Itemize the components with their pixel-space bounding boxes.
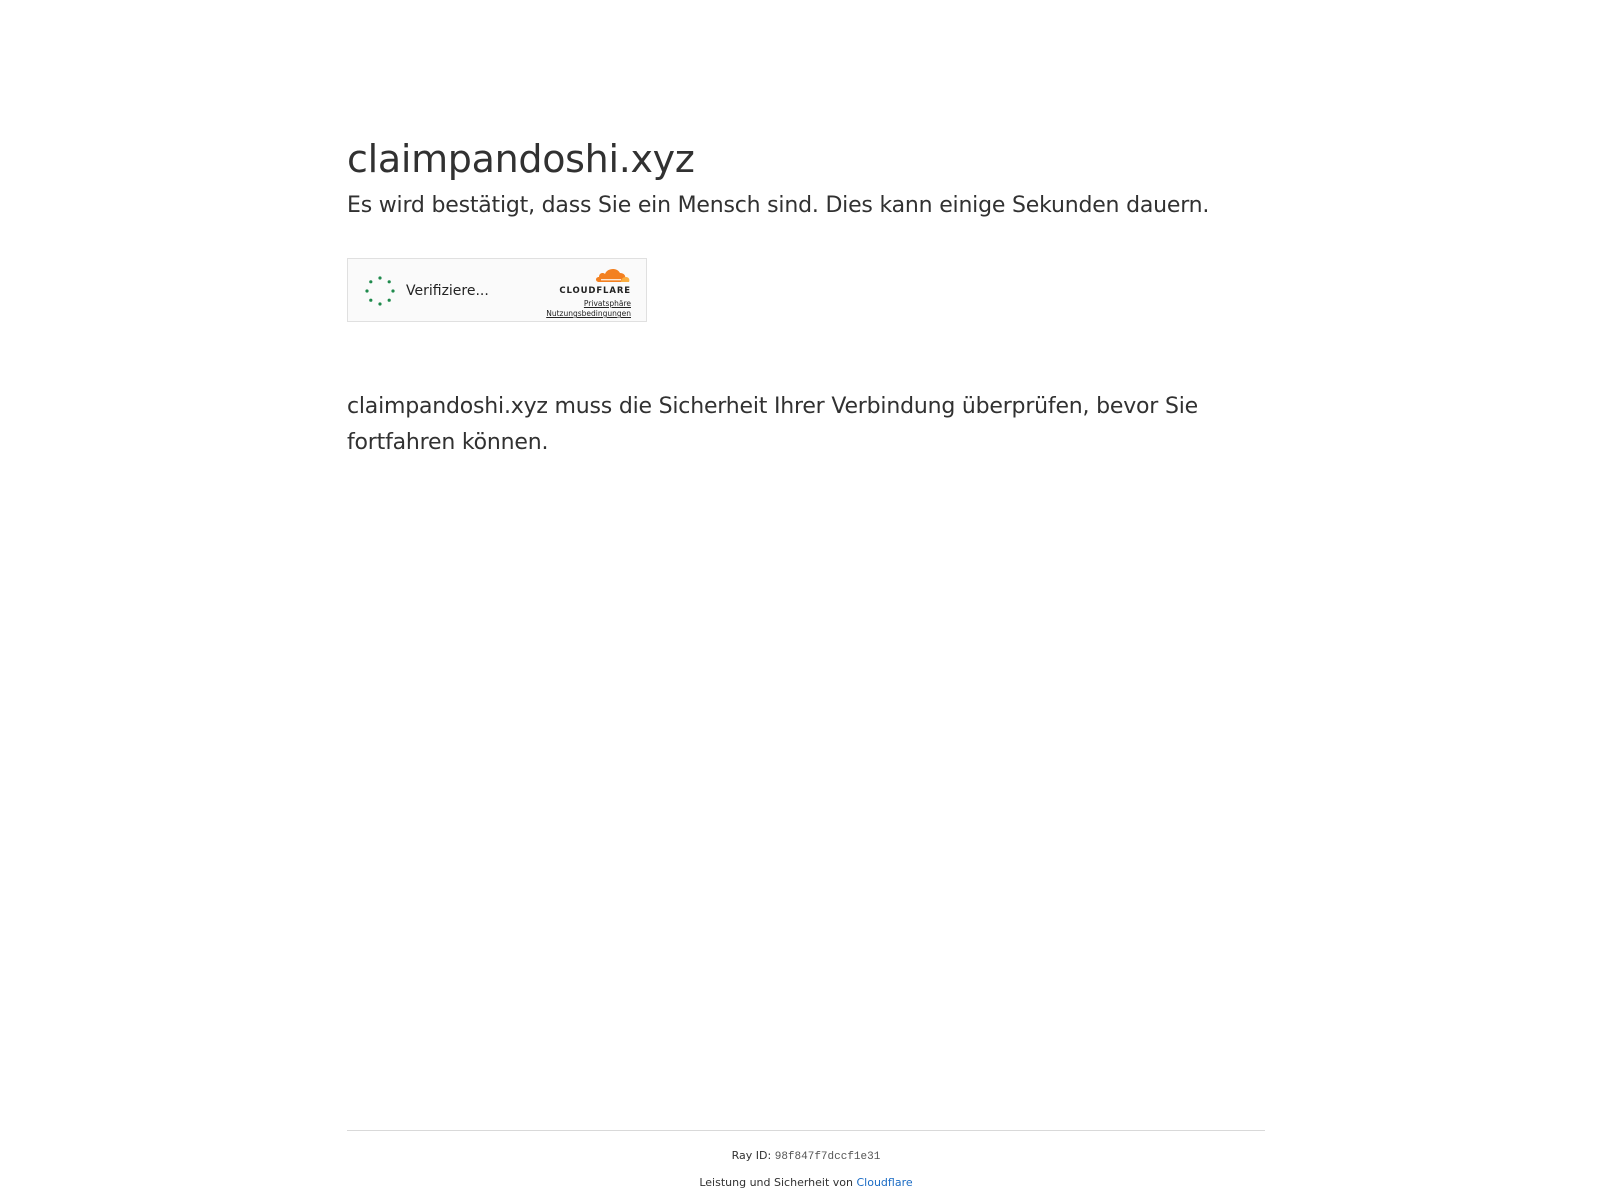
verifying-status-label: Verifiziere... — [406, 283, 489, 299]
privacy-link[interactable]: Privatsphäre — [583, 299, 631, 308]
footer — [347, 1130, 1265, 1191]
security-explanation: claimpandoshi.xyz muss die Sicherheit Ihrer Verbindung überprüfen, bevor Sie fortfahren können. — [347, 394, 1198, 455]
cloudflare-link[interactable]: Cloudflare — [856, 1176, 913, 1189]
main-header — [347, 130, 1267, 222]
site-title: claimpandoshi.xyz — [347, 137, 695, 181]
ray-id-value: 98f847f7dccf1e31 — [774, 1151, 881, 1163]
performance-text: Leistung und Sicherheit von — [699, 1176, 857, 1189]
cloudflare-branding — [521, 265, 631, 319]
verification-subtitle: Es wird bestätigt, dass Sie ein Mensch sind. Dies kann einige Sekunden dauern. — [347, 193, 1210, 218]
loading-spinner-icon — [364, 275, 396, 307]
performance-row — [347, 1175, 1265, 1191]
ray-id-row — [347, 1148, 1265, 1165]
ray-id-label: Ray ID: — [731, 1149, 775, 1162]
cloudflare-cloud-icon — [593, 265, 631, 285]
cloudflare-wordmark: CLOUDFLARE — [559, 286, 631, 296]
terms-link[interactable]: Nutzungsbedingungen — [546, 309, 631, 318]
turnstile-widget[interactable] — [347, 258, 647, 322]
